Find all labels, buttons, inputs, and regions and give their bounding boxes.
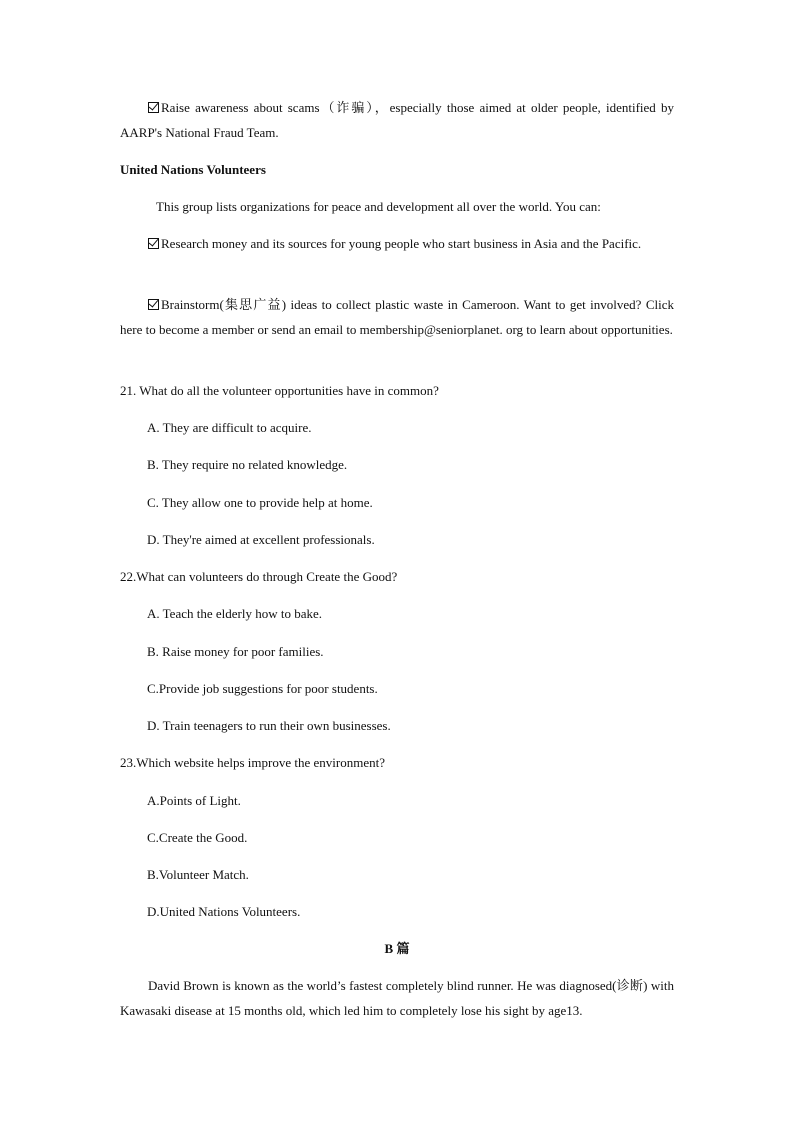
checkbox-icon	[148, 102, 159, 113]
section-heading-un: United Nations Volunteers	[120, 162, 266, 177]
question-22-option-b: B. Raise money for poor families.	[147, 644, 324, 659]
question-23-option-3: B.Volunteer Match.	[147, 867, 249, 882]
question-23-stem: 23.Which website helps improve the environment?	[120, 755, 385, 770]
checkbox-icon	[148, 299, 159, 310]
question-22-option-c: C.Provide job suggestions for poor students.	[147, 681, 378, 696]
section-intro-un: This group lists organizations for peace and development all over the world. You can:	[156, 199, 601, 214]
question-21-option-a: A. They are difficult to acquire.	[147, 420, 312, 435]
bullet-un-brainstorm-text: Brainstorm(集思广益) ideas to collect plastic waste in Cameroon. Want to get involved? Click here to become a member or send an email to membership@seniorplanet. org to learn about opportunities.	[120, 297, 674, 337]
question-21-option-c: C. They allow one to provide help at home.	[147, 495, 373, 510]
bullet-aarp-text: Raise awareness about scams（诈骗），especially those aimed at older people, identified by AARP's National Fraud Team.	[120, 100, 674, 140]
question-22-stem: 22.What can volunteers do through Create the Good?	[120, 569, 398, 584]
passage-b-title: B 篇	[384, 941, 410, 956]
question-22-option-a: A. Teach the elderly how to bake.	[147, 606, 323, 621]
bullet-un-brainstorm	[120, 293, 674, 342]
checkbox-icon	[148, 238, 159, 249]
question-23-option-1: A.Points of Light.	[147, 793, 241, 808]
question-21-option-d: D. They're aimed at excellent professionals.	[147, 532, 375, 547]
question-23-option-2: C.Create the Good.	[147, 830, 248, 845]
question-23-option-4: D.United Nations Volunteers.	[147, 904, 301, 919]
question-21-option-b: B. They require no related knowledge.	[147, 457, 348, 472]
bullet-un-research-text: Research money and its sources for young people who start business in Asia and the Pacific.	[161, 236, 642, 251]
question-22-option-d: D. Train teenagers to run their own businesses.	[147, 718, 391, 733]
bullet-un-research	[120, 232, 674, 257]
bullet-aarp	[120, 96, 674, 145]
passage-b-paragraph: David Brown is known as the world’s fastest completely blind runner. He was diagnosed(诊断) with Kawasaki disease at 15 months old, which led him to completely lose his sight by age13.	[120, 978, 674, 1018]
question-21-stem: 21. What do all the volunteer opportunities have in common?	[120, 383, 439, 398]
